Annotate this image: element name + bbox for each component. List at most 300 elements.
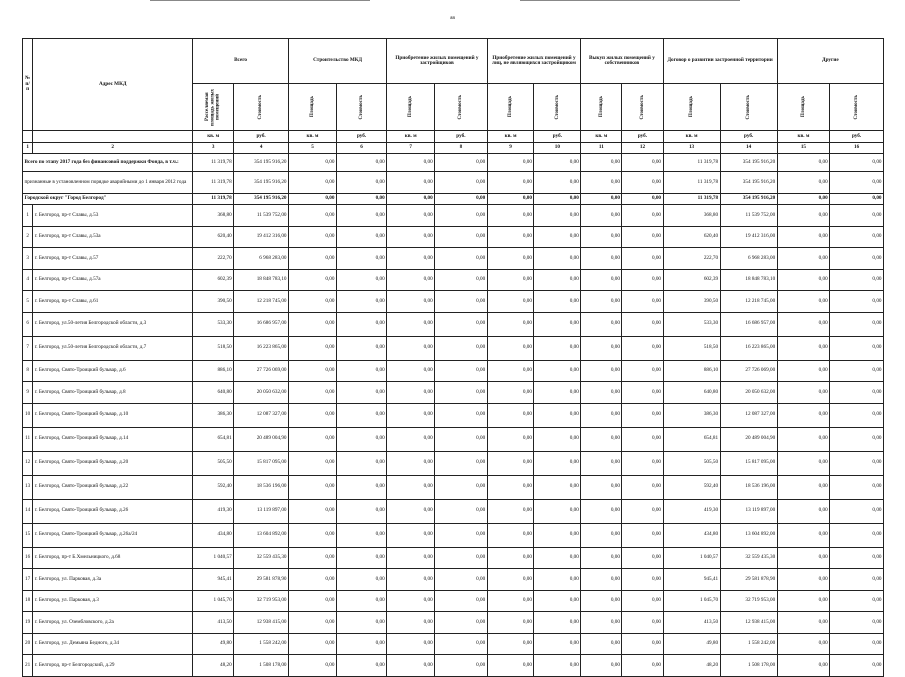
table-row <box>23 248 884 270</box>
row-total-cost: 6 968 283,00 <box>234 248 289 270</box>
row-contract-cost: 19 412 316,00 <box>720 226 777 248</box>
row-zero-value: 0,00 <box>336 427 386 451</box>
row-zero-value: 0,00 <box>581 523 622 547</box>
row-total-area: 368,80 <box>193 205 234 227</box>
row-zero-value: 0,00 <box>487 248 534 270</box>
table-row <box>23 205 884 227</box>
row-address: г. Белгород, Свято-Троицкий бульвар, д.10 <box>33 403 193 427</box>
row-address: г. Белгород, ул. Озембловского, д.2а <box>33 612 193 634</box>
summary-value: 354 195 916,20 <box>234 154 289 172</box>
row-zero-value: 0,00 <box>777 475 830 499</box>
row-contract-area: 419,30 <box>663 499 720 523</box>
row-zero-value: 0,00 <box>387 547 435 569</box>
row-zero-value: 0,00 <box>830 403 884 427</box>
row-zero-value: 0,00 <box>387 403 435 427</box>
header-purchase-non-developers: Приобретение жилых помещений у лиц, не являющихся застройщиком <box>487 39 581 84</box>
row-zero-value: 0,00 <box>336 633 386 655</box>
row-zero-value: 0,00 <box>777 612 830 634</box>
row-zero-value: 0,00 <box>777 382 830 404</box>
row-zero-value: 0,00 <box>336 360 386 382</box>
row-number: 18 <box>23 590 33 612</box>
row-contract-area: 518,50 <box>663 336 720 360</box>
row-total-area: 620,40 <box>193 226 234 248</box>
row-zero-value: 0,00 <box>830 382 884 404</box>
row-zero-value: 0,00 <box>534 569 581 591</box>
row-zero-value: 0,00 <box>830 612 884 634</box>
summary-value: 0,00 <box>289 194 337 205</box>
row-zero-value: 0,00 <box>777 269 830 291</box>
row-number: 21 <box>23 655 33 677</box>
row-address: г. Белгород, ул. Демьяна Бедного, д.34 <box>33 633 193 655</box>
summary-value: 0,00 <box>435 172 488 194</box>
row-zero-value: 0,00 <box>336 403 386 427</box>
row-zero-value: 0,00 <box>622 612 663 634</box>
row-zero-value: 0,00 <box>289 403 337 427</box>
row-zero-value: 0,00 <box>622 360 663 382</box>
row-total-area: 945,41 <box>193 569 234 591</box>
row-total-area: 386,30 <box>193 403 234 427</box>
subheader-cost: Стоимость <box>853 94 859 120</box>
unit-cell: руб. <box>720 131 777 143</box>
row-zero-value: 0,00 <box>777 205 830 227</box>
row-zero-value: 0,00 <box>336 336 386 360</box>
row-zero-value: 0,00 <box>435 475 488 499</box>
row-zero-value: 0,00 <box>487 312 534 336</box>
column-number-cell: 15 <box>777 143 830 154</box>
row-zero-value: 0,00 <box>534 547 581 569</box>
row-zero-value: 0,00 <box>581 226 622 248</box>
summary-value: 0,00 <box>336 154 386 172</box>
row-zero-value: 0,00 <box>777 312 830 336</box>
row-zero-value: 0,00 <box>830 499 884 523</box>
row-zero-value: 0,00 <box>435 569 488 591</box>
row-zero-value: 0,00 <box>289 451 337 475</box>
row-zero-value: 0,00 <box>581 312 622 336</box>
row-contract-area: 386,30 <box>663 403 720 427</box>
row-zero-value: 0,00 <box>777 427 830 451</box>
row-zero-value: 0,00 <box>777 547 830 569</box>
row-zero-value: 0,00 <box>289 291 337 313</box>
row-zero-value: 0,00 <box>830 451 884 475</box>
row-zero-value: 0,00 <box>830 312 884 336</box>
row-number: 9 <box>23 382 33 404</box>
subheader-cost: Стоимость <box>358 94 364 120</box>
row-address: г. Белгород, Свято-Троицкий бульвар, д.26а/24 <box>33 523 193 547</box>
summary-value: 0,00 <box>622 154 663 172</box>
row-contract-cost: 6 968 283,00 <box>720 248 777 270</box>
row-contract-area: 886,10 <box>663 360 720 382</box>
row-address: г. Белгород, ул.50-летия Белгородской области, д.3 <box>33 312 193 336</box>
row-contract-cost: 18 536 196,00 <box>720 475 777 499</box>
row-zero-value: 0,00 <box>487 499 534 523</box>
row-total-area: 518,50 <box>193 336 234 360</box>
row-zero-value: 0,00 <box>435 336 488 360</box>
row-zero-value: 0,00 <box>289 360 337 382</box>
unit-cell: кв. м <box>663 131 720 143</box>
row-zero-value: 0,00 <box>622 312 663 336</box>
row-total-cost: 20 050 632,00 <box>234 382 289 404</box>
row-zero-value: 0,00 <box>336 248 386 270</box>
row-number: 12 <box>23 451 33 475</box>
row-zero-value: 0,00 <box>830 336 884 360</box>
row-zero-value: 0,00 <box>487 590 534 612</box>
row-zero-value: 0,00 <box>487 403 534 427</box>
table-row <box>23 451 884 475</box>
summary-value: 0,00 <box>487 172 534 194</box>
row-number: 1 <box>23 205 33 227</box>
page-mark: яя <box>450 16 455 21</box>
row-contract-cost: 20 050 632,00 <box>720 382 777 404</box>
row-total-cost: 32 559 435,30 <box>234 547 289 569</box>
row-number: 13 <box>23 475 33 499</box>
row-total-area: 654,81 <box>193 427 234 451</box>
row-zero-value: 0,00 <box>534 427 581 451</box>
summary-value: 354 195 916,20 <box>720 154 777 172</box>
table-row <box>23 360 884 382</box>
row-total-cost: 18 536 196,00 <box>234 475 289 499</box>
unit-cell: кв. м <box>387 131 435 143</box>
row-zero-value: 0,00 <box>622 655 663 677</box>
summary-value: 0,00 <box>487 154 534 172</box>
column-number-cell: 6 <box>336 143 386 154</box>
row-zero-value: 0,00 <box>336 612 386 634</box>
row-zero-value: 0,00 <box>387 590 435 612</box>
unit-cell: кв. м <box>289 131 337 143</box>
row-address: г. Белгород, пр-т Славы, д.53а <box>33 226 193 248</box>
unit-cell: кв. м <box>581 131 622 143</box>
column-number-cell: 16 <box>830 143 884 154</box>
row-contract-area: 945,41 <box>663 569 720 591</box>
row-contract-area: 602,39 <box>663 269 720 291</box>
row-total-cost: 1 558 242,00 <box>234 633 289 655</box>
summary-value: 0,00 <box>777 172 830 194</box>
row-zero-value: 0,00 <box>622 226 663 248</box>
row-zero-value: 0,00 <box>830 633 884 655</box>
unit-cell: кв. м <box>193 131 234 143</box>
row-contract-cost: 12 938 415,00 <box>720 612 777 634</box>
row-zero-value: 0,00 <box>830 269 884 291</box>
table-row <box>23 403 884 427</box>
row-zero-value: 0,00 <box>534 451 581 475</box>
row-zero-value: 0,00 <box>581 612 622 634</box>
row-zero-value: 0,00 <box>777 633 830 655</box>
summary-value: 0,00 <box>534 172 581 194</box>
row-zero-value: 0,00 <box>622 427 663 451</box>
column-number-cell: 1 <box>23 143 33 154</box>
summary-value: 354 195 916,20 <box>720 194 777 205</box>
row-zero-value: 0,00 <box>387 633 435 655</box>
row-address: г. Белгород, пр-т Славы, д.57 <box>33 248 193 270</box>
summary-row <box>23 154 884 172</box>
row-contract-area: 222,70 <box>663 248 720 270</box>
table-row <box>23 547 884 569</box>
table-row <box>23 312 884 336</box>
row-zero-value: 0,00 <box>830 427 884 451</box>
row-contract-area: 505,50 <box>663 451 720 475</box>
summary-value: 0,00 <box>581 172 622 194</box>
row-total-cost: 13 604 892,00 <box>234 523 289 547</box>
summary-value: 11 319,78 <box>663 172 720 194</box>
row-contract-area: 640,80 <box>663 382 720 404</box>
row-zero-value: 0,00 <box>830 291 884 313</box>
row-zero-value: 0,00 <box>777 523 830 547</box>
row-contract-cost: 32 719 953,00 <box>720 590 777 612</box>
row-zero-value: 0,00 <box>336 655 386 677</box>
row-contract-cost: 13 604 892,00 <box>720 523 777 547</box>
unit-cell: кв. м <box>777 131 830 143</box>
row-contract-area: 620,40 <box>663 226 720 248</box>
row-zero-value: 0,00 <box>336 451 386 475</box>
row-total-area: 390,50 <box>193 291 234 313</box>
summary-label: Городской округ "Город Белгород" <box>23 194 193 205</box>
row-zero-value: 0,00 <box>487 427 534 451</box>
row-zero-value: 0,00 <box>534 655 581 677</box>
row-zero-value: 0,00 <box>487 523 534 547</box>
subheader-area: Площадь <box>507 96 513 118</box>
summary-value: 0,00 <box>336 194 386 205</box>
row-zero-value: 0,00 <box>336 205 386 227</box>
table-row <box>23 336 884 360</box>
unit-cell: руб. <box>622 131 663 143</box>
row-total-area: 505,50 <box>193 451 234 475</box>
table-row <box>23 590 884 612</box>
row-total-cost: 16 686 957,00 <box>234 312 289 336</box>
row-zero-value: 0,00 <box>777 569 830 591</box>
unit-cell: руб. <box>234 131 289 143</box>
table-row <box>23 427 884 451</box>
row-zero-value: 0,00 <box>289 312 337 336</box>
column-number-cell: 13 <box>663 143 720 154</box>
row-total-area: 1 045,70 <box>193 590 234 612</box>
row-zero-value: 0,00 <box>289 499 337 523</box>
table-row <box>23 612 884 634</box>
column-number-cell: 4 <box>234 143 289 154</box>
row-zero-value: 0,00 <box>534 336 581 360</box>
row-zero-value: 0,00 <box>622 205 663 227</box>
row-zero-value: 0,00 <box>581 205 622 227</box>
row-contract-area: 390,50 <box>663 291 720 313</box>
summary-value: 0,00 <box>289 154 337 172</box>
row-zero-value: 0,00 <box>830 523 884 547</box>
table-row <box>23 499 884 523</box>
row-zero-value: 0,00 <box>622 403 663 427</box>
row-contract-cost: 29 581 878,90 <box>720 569 777 591</box>
row-zero-value: 0,00 <box>830 360 884 382</box>
row-number: 8 <box>23 360 33 382</box>
row-zero-value: 0,00 <box>289 382 337 404</box>
row-zero-value: 0,00 <box>289 590 337 612</box>
row-zero-value: 0,00 <box>289 226 337 248</box>
row-zero-value: 0,00 <box>777 248 830 270</box>
row-total-area: 533,30 <box>193 312 234 336</box>
row-zero-value: 0,00 <box>777 226 830 248</box>
row-contract-cost: 15 817 095,00 <box>720 451 777 475</box>
unit-cell: руб. <box>435 131 488 143</box>
row-zero-value: 0,00 <box>289 269 337 291</box>
row-address: г. Белгород, Свято-Троицкий бульвар, д.22 <box>33 475 193 499</box>
row-number: 14 <box>23 499 33 523</box>
row-zero-value: 0,00 <box>289 569 337 591</box>
row-zero-value: 0,00 <box>581 248 622 270</box>
column-number-cell: 2 <box>33 143 193 154</box>
row-number: 4 <box>23 269 33 291</box>
row-zero-value: 0,00 <box>387 248 435 270</box>
row-zero-value: 0,00 <box>622 499 663 523</box>
subheader-cost: Стоимость <box>554 94 560 120</box>
row-total-area: 602,39 <box>193 269 234 291</box>
row-zero-value: 0,00 <box>435 547 488 569</box>
row-zero-value: 0,00 <box>830 547 884 569</box>
column-number-cell: 9 <box>487 143 534 154</box>
row-number: 15 <box>23 523 33 547</box>
row-zero-value: 0,00 <box>777 499 830 523</box>
row-zero-value: 0,00 <box>777 451 830 475</box>
row-total-cost: 32 719 953,00 <box>234 590 289 612</box>
column-number-cell: 3 <box>193 143 234 154</box>
header-buyout-owners: Выкуп жилых помещений у собственников <box>581 39 663 84</box>
row-zero-value: 0,00 <box>487 226 534 248</box>
row-zero-value: 0,00 <box>534 475 581 499</box>
row-zero-value: 0,00 <box>487 451 534 475</box>
row-number: 10 <box>23 403 33 427</box>
row-zero-value: 0,00 <box>336 269 386 291</box>
row-zero-value: 0,00 <box>435 523 488 547</box>
row-zero-value: 0,00 <box>830 569 884 591</box>
row-zero-value: 0,00 <box>435 205 488 227</box>
row-contract-cost: 18 848 783,10 <box>720 269 777 291</box>
row-zero-value: 0,00 <box>534 523 581 547</box>
row-zero-value: 0,00 <box>830 475 884 499</box>
summary-value: 0,00 <box>622 194 663 205</box>
row-zero-value: 0,00 <box>336 475 386 499</box>
row-zero-value: 0,00 <box>622 382 663 404</box>
row-number: 6 <box>23 312 33 336</box>
top-rule-right <box>520 0 740 1</box>
row-address: г. Белгород, ул. Парковая, д.3а <box>33 569 193 591</box>
row-address: г. Белгород, Свято-Троицкий бульвар, д.20 <box>33 451 193 475</box>
column-number-cell: 7 <box>387 143 435 154</box>
row-zero-value: 0,00 <box>289 633 337 655</box>
row-zero-value: 0,00 <box>336 569 386 591</box>
row-contract-cost: 20 489 004,90 <box>720 427 777 451</box>
row-address: г. Белгород, Свято-Троицкий бульвар, д.14 <box>33 427 193 451</box>
row-zero-value: 0,00 <box>387 382 435 404</box>
row-zero-value: 0,00 <box>435 248 488 270</box>
row-zero-value: 0,00 <box>336 226 386 248</box>
row-total-cost: 12 938 415,00 <box>234 612 289 634</box>
row-zero-value: 0,00 <box>581 291 622 313</box>
row-contract-cost: 11 539 752,00 <box>720 205 777 227</box>
row-zero-value: 0,00 <box>534 403 581 427</box>
row-zero-value: 0,00 <box>581 382 622 404</box>
row-zero-value: 0,00 <box>435 612 488 634</box>
row-total-area: 1 040,57 <box>193 547 234 569</box>
row-number: 20 <box>23 633 33 655</box>
row-zero-value: 0,00 <box>830 226 884 248</box>
summary-value: 0,00 <box>289 172 337 194</box>
row-zero-value: 0,00 <box>487 655 534 677</box>
row-number: 2 <box>23 226 33 248</box>
row-total-cost: 18 848 783,10 <box>234 269 289 291</box>
summary-value: 0,00 <box>622 172 663 194</box>
row-address: г. Белгород, пр-т Б.Хмельницкого, д.68 <box>33 547 193 569</box>
row-total-area: 49,80 <box>193 633 234 655</box>
row-zero-value: 0,00 <box>487 569 534 591</box>
row-address: г. Белгород, ул.50-летия Белгородской области, д.7 <box>33 336 193 360</box>
row-total-cost: 15 817 095,00 <box>234 451 289 475</box>
summary-value: 0,00 <box>777 194 830 205</box>
row-zero-value: 0,00 <box>487 547 534 569</box>
row-zero-value: 0,00 <box>435 499 488 523</box>
row-contract-cost: 1 508 178,00 <box>720 655 777 677</box>
row-zero-value: 0,00 <box>289 612 337 634</box>
row-zero-value: 0,00 <box>622 451 663 475</box>
summary-value: 11 319,78 <box>663 194 720 205</box>
subheader-cost: Стоимость <box>458 94 464 120</box>
row-address: г. Белгород, пр-т Белгородский, д.29 <box>33 655 193 677</box>
row-contract-area: 434,80 <box>663 523 720 547</box>
summary-value: 0,00 <box>435 154 488 172</box>
summary-value: 0,00 <box>830 194 884 205</box>
header-other: Другие <box>777 39 883 84</box>
table-row <box>23 269 884 291</box>
row-zero-value: 0,00 <box>387 291 435 313</box>
row-zero-value: 0,00 <box>534 382 581 404</box>
row-zero-value: 0,00 <box>487 269 534 291</box>
summary-value: 11 319,78 <box>193 172 234 194</box>
top-rule-left <box>150 0 370 1</box>
row-contract-cost: 1 558 242,00 <box>720 633 777 655</box>
row-zero-value: 0,00 <box>336 523 386 547</box>
column-number-cell: 10 <box>534 143 581 154</box>
summary-label: признанные в установленном порядке аварийными до 1 января 2012 года <box>23 172 193 194</box>
table-row <box>23 226 884 248</box>
row-zero-value: 0,00 <box>622 248 663 270</box>
row-zero-value: 0,00 <box>777 360 830 382</box>
row-zero-value: 0,00 <box>435 427 488 451</box>
row-total-area: 48,20 <box>193 655 234 677</box>
subheader-area: Площадь <box>309 96 315 118</box>
row-zero-value: 0,00 <box>435 655 488 677</box>
column-number-cell: 5 <box>289 143 337 154</box>
row-zero-value: 0,00 <box>830 205 884 227</box>
subheader-cost: Стоимость <box>258 94 264 120</box>
unit-cell: кв. м <box>487 131 534 143</box>
row-zero-value: 0,00 <box>534 248 581 270</box>
row-zero-value: 0,00 <box>581 633 622 655</box>
row-zero-value: 0,00 <box>435 403 488 427</box>
row-zero-value: 0,00 <box>336 499 386 523</box>
table-row <box>23 475 884 499</box>
row-zero-value: 0,00 <box>336 312 386 336</box>
row-zero-value: 0,00 <box>777 655 830 677</box>
row-address: г. Белгород, ул. Парковая, д.3 <box>33 590 193 612</box>
row-zero-value: 0,00 <box>289 547 337 569</box>
row-zero-value: 0,00 <box>289 248 337 270</box>
row-zero-value: 0,00 <box>622 590 663 612</box>
row-zero-value: 0,00 <box>534 612 581 634</box>
row-zero-value: 0,00 <box>487 291 534 313</box>
row-contract-area: 533,30 <box>663 312 720 336</box>
row-number: 7 <box>23 336 33 360</box>
row-total-cost: 11 539 752,00 <box>234 205 289 227</box>
row-contract-cost: 13 119 897,00 <box>720 499 777 523</box>
summary-value: 0,00 <box>830 172 884 194</box>
row-contract-area: 1 040,57 <box>663 547 720 569</box>
row-total-cost: 19 412 316,00 <box>234 226 289 248</box>
row-contract-area: 654,81 <box>663 427 720 451</box>
row-zero-value: 0,00 <box>435 451 488 475</box>
